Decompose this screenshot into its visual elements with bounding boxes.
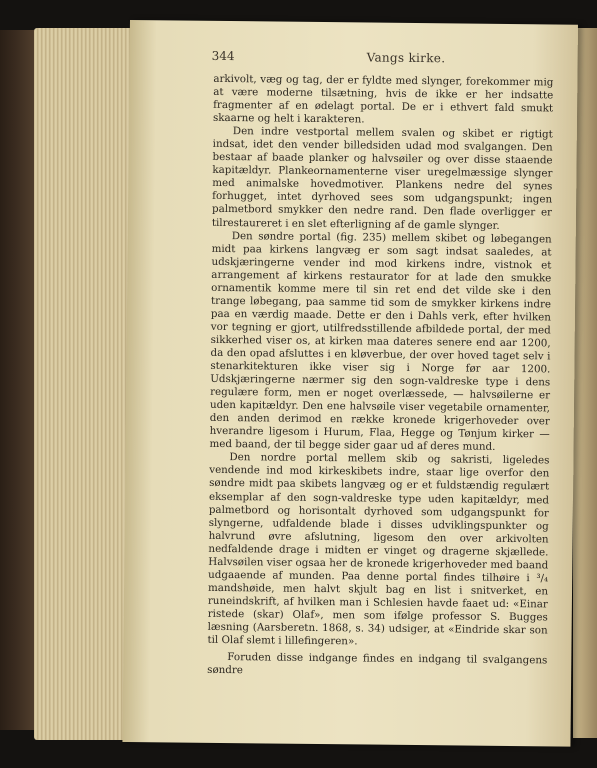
paragraph-north-portal: Den nordre portal mellem skib og sakristi, ligeledes vendende ind mod kirkeskibets indre, staar lige overfor den søndre midt paa skibets langvæg og er et fuldstændig regulært eksemplar af den sogn-valdreske type uden kapitældyr, med palmetbord og horisontalt dyrhoved som udgangspunkt for slyngerne, udfaldende blade i disses udviklingspunkter og halvrund øvre afslutning, ligesom den over arkivolten nedfaldende drage i midten er vinget og dragerne skjællede. Halvsøilen viser ogsaa her de kronede krigerhoveder med baand udgaaende af munden. Paa denne portal findes tilhøire i ³/₄ mandshøide, men halvt skjult bag en list i snitverket, en runeindskrift, af hvilken man i Schlesien havde faaet ud: «Einar ristede (skar) Olaf», men som ifølge professor S. Bugges læsning (Aarsberetn. 1868, s. 34) udsiger, at «Eindride skar son til Olaf slemt i lillefingeren».	[207, 451, 550, 648]
page-number: 344	[211, 48, 235, 64]
paragraph-entrances: Foruden disse indgange findes en indgang til svalgangens søndre	[207, 651, 548, 677]
body-text	[207, 73, 553, 681]
page-header	[212, 49, 562, 69]
paragraph-west-portal: Den indre vestportal mellem svalen og skibet er rigtigt indsat, idet den vender billedsiden udad mod svalgangen. Den bestaar af baade planker og halvsøiler og over disse staaende kapitældyr. Plankeornamenterne viser uregelmæssige slynger med animalske hovedmotiver. Plankens nedre del synes forhugget, intet dyrhoved sees som udgangspunkt; ingen palmetbord smykker den nedre rand. Den flade overligger er tilrestaureret i en slet efterligning af de gamle slynger.	[211, 125, 553, 232]
paragraph-south-portal: Den søndre portal (fig. 235) mellem skibet og løbegangen midt paa kirkens langvæg er som sagt indsat saaledes, at udskjæringerne vender ind mod kirkens indre, vistnok et arrangement af kirkens restaurator for at lade den smukke ornamentik komme mere til sin ret end det vilde ske i den trange løbegang, paa samme tid som de smykker kirkens indre paa en værdig maade. Dette er den i Dahls verk, efter hvilken vor tegning er gjort, utilfredsstillende afbildede portal, der med sikkerhed viser os, at kirken maa dateres senere end aar 1200, da den opad afsluttes i en kløverbue, der over hoved taget selv i stenarkitekturen ikke viser sig i Norge før aar 1200. Udskjæringerne nærmer sig den sogn-valdreske type i dens regulære form, men er noget overlæssede, — halvsøilerne er uden kapitældyr. Den ene halvsøile viser vegetabile ornamenter, den anden derimod en række kronede krigerhoveder over hverandre ligesom i Hurum, Flaa, Hegge og Tønjum kirker — med baand, der til begge sider gaar ud af deres mund.	[209, 229, 552, 454]
running-head: Vangs kirke.	[366, 50, 446, 66]
book-page	[122, 20, 578, 747]
paragraph-continuation: arkivolt, væg og tag, der er fyldte med slynger, forekommer mig at være moderne tilsætning, hvis de ikke er her indsatte fragmenter af en ødelagt portal. De er i ethvert fald smukt skaarne og helt i karakteren.	[212, 72, 554, 126]
